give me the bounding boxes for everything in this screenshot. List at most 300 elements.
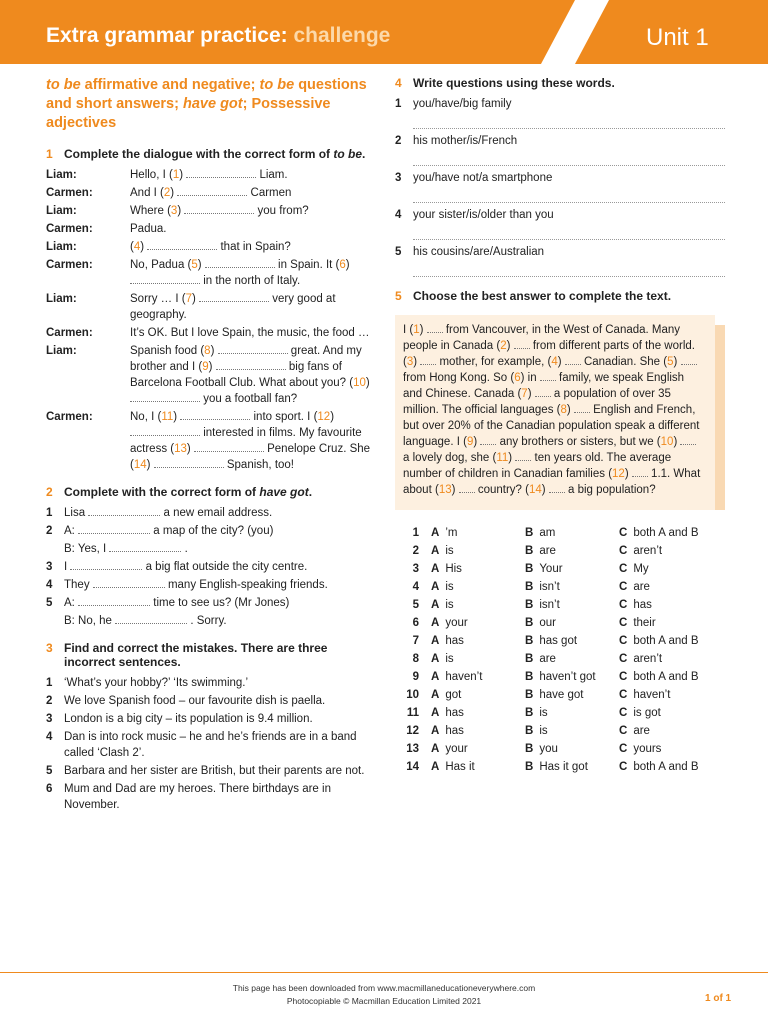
question-item (395, 170, 725, 203)
option-letter: A (431, 707, 440, 719)
dialogue-text (130, 221, 371, 237)
exercise-number: 1 (46, 147, 53, 161)
text-fragment: ) (557, 356, 565, 368)
option-c[interactable] (619, 668, 713, 686)
option-letter: A (431, 527, 440, 539)
dialogue-line (46, 221, 371, 237)
item-number: 5 (46, 597, 53, 609)
option-letter: C (619, 725, 628, 737)
speaker-name: Liam: (46, 241, 77, 253)
option-letter: C (619, 563, 628, 575)
dialogue-text (130, 239, 371, 255)
item-number: 2 (46, 695, 53, 707)
item-number: 4 (46, 731, 53, 743)
option-text: are (633, 725, 650, 737)
item-number: 1 (46, 677, 53, 689)
footer-copyright: Photocopiable © Macmillan Education Limited 2021 (286, 996, 482, 1006)
item-number (46, 613, 64, 629)
question-prompt (395, 96, 725, 112)
speaker-name: Carmen: (46, 187, 93, 199)
text-fragment: Liam. (256, 169, 288, 181)
dialogue-line (46, 325, 371, 341)
exercise-1-title: 1 Complete the dialogue with the correct form of to be. (46, 147, 366, 161)
option-c[interactable] (619, 614, 713, 632)
text-fragment: great. And my brother and I ( (130, 345, 362, 373)
question-item (395, 207, 725, 240)
option-c[interactable] (619, 740, 713, 758)
answer-blank[interactable] (549, 482, 565, 493)
option-text: My (633, 563, 649, 575)
option-b[interactable] (525, 758, 619, 776)
exercise-5-title (395, 289, 725, 303)
heading-part: to be (46, 77, 81, 93)
option-a[interactable] (431, 740, 525, 758)
option-a[interactable] (431, 668, 525, 686)
option-text: is (445, 581, 454, 593)
item-number: 3 (395, 172, 402, 184)
text-fragment: a map of the city? (you) (150, 525, 274, 537)
option-text: isn’t (539, 581, 560, 593)
answer-blank[interactable] (115, 613, 187, 624)
text-fragment: ) (673, 356, 681, 368)
option-b[interactable] (525, 704, 619, 722)
item-text (64, 595, 371, 611)
exercise-1-instruction-italic: to be (333, 147, 363, 161)
title-highlight: challenge (293, 24, 391, 47)
option-c[interactable] (619, 704, 713, 722)
text-fragment: ) (192, 293, 200, 305)
option-b[interactable] (525, 686, 619, 704)
gap-number: 9 (466, 436, 474, 448)
answer-blank[interactable] (180, 409, 250, 420)
item-number: 3 (412, 563, 419, 575)
option-a[interactable] (431, 560, 525, 578)
item-number: 6 (412, 617, 419, 629)
answer-blank[interactable] (186, 167, 256, 178)
option-b[interactable] (525, 578, 619, 596)
option-row (395, 578, 725, 596)
item-text (64, 559, 371, 575)
dialogue-text (130, 203, 371, 219)
passage-shadow (715, 325, 725, 510)
option-text: aren’t (633, 545, 663, 557)
dialogue-line (46, 203, 371, 219)
dialogue-text (130, 167, 371, 183)
option-text: has got (539, 635, 578, 647)
option-letter: C (619, 689, 628, 701)
gap-number: 13 (174, 443, 187, 455)
banner-divider (541, 0, 609, 64)
option-text: are (539, 653, 556, 665)
passage-text (403, 322, 703, 498)
option-text: has (445, 707, 464, 719)
speaker-name: Liam: (46, 293, 77, 305)
text-fragment: They (64, 579, 93, 591)
answer-blank[interactable] (632, 466, 648, 477)
option-c[interactable] (619, 722, 713, 740)
text-fragment: It’s OK. But I love Spain, the music, the food … (130, 327, 370, 339)
heading-part: questions and short answers; (46, 77, 367, 112)
text-fragment: B: No, he (64, 615, 116, 627)
dialogue-line (46, 167, 371, 183)
text-fragment: from Vancouver, in the West of Canada. Many people in Canada ( (403, 324, 681, 352)
answer-blank[interactable] (514, 338, 530, 349)
text-fragment: ) (179, 169, 187, 181)
question-prompt (395, 133, 725, 149)
answer-line[interactable] (413, 114, 725, 129)
option-text: aren’t (633, 653, 663, 665)
exercise-item (46, 523, 371, 539)
answer-blank[interactable] (540, 370, 556, 381)
gap-number: 5 (667, 356, 674, 368)
exercise-item (46, 613, 371, 629)
text-fragment: in Spain. It ( (274, 259, 340, 271)
answer-blank[interactable] (199, 291, 269, 302)
exercise-4-items (395, 96, 725, 277)
option-b[interactable] (525, 668, 619, 686)
option-text: is (539, 707, 548, 719)
dialogue-line (46, 257, 371, 289)
option-letter: C (619, 743, 628, 755)
text-fragment: ) (208, 361, 216, 373)
option-letter: B (525, 581, 534, 593)
text-fragment: time to see us? (Mr Jones) (150, 597, 290, 609)
option-text: are (633, 581, 650, 593)
option-c[interactable] (619, 650, 713, 668)
option-letter: A (431, 581, 440, 593)
option-a[interactable] (431, 632, 525, 650)
gap-number: 1 (413, 324, 420, 336)
option-letter: A (431, 743, 440, 755)
option-c[interactable] (619, 542, 713, 560)
speaker-name: Liam: (46, 345, 77, 357)
answer-line[interactable] (413, 225, 725, 240)
item-text: his cousins/are/Australian (413, 246, 545, 258)
answer-blank[interactable] (216, 359, 286, 370)
answer-line[interactable] (413, 262, 725, 277)
item-number: 10 (406, 689, 419, 701)
text-fragment: a big population? (564, 484, 656, 496)
option-text: haven’t (633, 689, 671, 701)
option-a[interactable] (431, 524, 525, 542)
speaker-name: Liam: (46, 205, 77, 217)
option-a[interactable] (431, 614, 525, 632)
item-number: 6 (46, 783, 53, 795)
answer-blank[interactable] (427, 322, 443, 333)
option-b[interactable] (525, 632, 619, 650)
option-text: you (539, 743, 558, 755)
item-number: 4 (395, 209, 402, 221)
answer-blank[interactable] (70, 559, 142, 570)
item-number: 3 (46, 713, 53, 725)
option-letter: A (431, 617, 440, 629)
reading-passage (395, 315, 715, 510)
heading-part: affirmative and negative; (80, 77, 260, 93)
answer-blank[interactable] (78, 595, 150, 606)
option-b[interactable] (525, 524, 619, 542)
option-text: haven’t (445, 671, 483, 683)
text-fragment: from different parts of the world. ( (403, 340, 695, 368)
gap-number: 12 (317, 411, 331, 423)
option-b[interactable] (525, 740, 619, 758)
item-text: you/have not/a smartphone (413, 172, 553, 184)
option-b[interactable] (525, 542, 619, 560)
text-fragment: ) (173, 411, 181, 423)
text-fragment: any brothers or sisters, but we ( (496, 436, 661, 448)
gap-number: 3 (406, 356, 414, 368)
text-fragment: ) (473, 436, 481, 448)
item-text: Barbara and her sister are British, but their parents are not. (64, 765, 365, 777)
option-text: ’m (445, 527, 458, 539)
text-fragment: I (64, 561, 71, 573)
text-fragment: ) (673, 436, 681, 448)
text-fragment: in the north of Italy. (200, 275, 301, 287)
option-row (395, 542, 725, 560)
answer-blank[interactable] (515, 450, 531, 461)
dialogue-text (130, 343, 371, 407)
option-text: is (445, 545, 454, 557)
exercise-item (46, 595, 371, 611)
dialogue-line (46, 409, 371, 473)
speaker-name: Carmen: (46, 411, 93, 423)
text-fragment: ) (541, 484, 549, 496)
answer-blank[interactable] (459, 482, 475, 493)
option-a[interactable] (431, 704, 525, 722)
question-prompt (395, 207, 725, 223)
answer-blank[interactable] (78, 523, 150, 534)
text-fragment: a population of over 35 million. The official languages ( (403, 388, 671, 416)
exercise-2-title: 2 Complete with the correct form of have got. (46, 485, 313, 499)
answer-blank[interactable] (680, 434, 696, 445)
option-c[interactable] (619, 758, 713, 776)
answer-blank[interactable] (88, 505, 160, 516)
option-letter: B (525, 563, 534, 575)
gap-number: 7 (521, 388, 528, 400)
option-letter: A (431, 671, 440, 683)
option-c[interactable] (619, 524, 713, 542)
gap-number: 2 (163, 187, 171, 199)
option-a[interactable] (431, 686, 525, 704)
answer-blank[interactable] (177, 185, 247, 196)
option-b[interactable] (525, 596, 619, 614)
text-fragment: ) (146, 459, 154, 471)
text-fragment: many English-speaking friends. (164, 579, 328, 591)
option-a[interactable] (431, 542, 525, 560)
text-fragment: ) (140, 241, 148, 253)
option-letter: C (619, 545, 628, 557)
text-fragment: ) (345, 259, 350, 271)
option-a[interactable] (431, 650, 525, 668)
answer-blank[interactable] (574, 402, 590, 413)
text-fragment: from Hong Kong. So ( (403, 372, 515, 384)
answer-blank[interactable] (420, 354, 436, 365)
text-fragment: a new email address. (160, 507, 273, 519)
answer-blank[interactable] (194, 441, 264, 452)
speaker-name: Carmen: (46, 223, 93, 235)
item-text: Dan is into rock music – he and he’s friends are in a band called ‘Clash 2’. (64, 731, 357, 759)
exercise-item (46, 693, 371, 709)
answer-blank[interactable] (93, 577, 165, 588)
text-fragment: Hello, I ( (130, 169, 173, 181)
exercise-2-items (46, 505, 371, 629)
text-fragment: ) (451, 484, 459, 496)
option-text: is got (633, 707, 661, 719)
item-text (64, 505, 371, 521)
section-heading (46, 76, 371, 133)
option-text: has (445, 725, 464, 737)
item-text: We love Spanish food – our favourite dish is paella. (64, 695, 326, 707)
gap-number: 14 (528, 484, 542, 496)
heading-part: ; Possessive adjectives (46, 96, 331, 131)
gap-number: 13 (438, 484, 452, 496)
question-item (395, 96, 725, 129)
option-c[interactable] (619, 578, 713, 596)
exercise-3-title (46, 641, 371, 669)
text-fragment: a lovely dog, she ( (403, 452, 497, 464)
exercise-number: 4 (395, 76, 402, 90)
speaker-name: Carmen: (46, 259, 93, 271)
option-a[interactable] (431, 722, 525, 740)
answer-blank[interactable] (130, 425, 200, 436)
option-row (395, 560, 725, 578)
option-letter: C (619, 599, 628, 611)
option-letter: B (525, 689, 534, 701)
option-c[interactable] (619, 560, 713, 578)
text-fragment: No, Padua ( (130, 259, 192, 271)
exercise-number: 5 (395, 289, 402, 303)
text-fragment: ) (419, 324, 427, 336)
option-letter: B (525, 545, 534, 557)
option-b[interactable] (525, 560, 619, 578)
exercise-3-items (46, 675, 371, 813)
option-a[interactable] (431, 758, 525, 776)
dialogue-text (130, 257, 371, 289)
option-b[interactable] (525, 722, 619, 740)
option-letter: A (431, 563, 440, 575)
item-text (64, 577, 371, 593)
item-number: 7 (412, 635, 419, 647)
option-b[interactable] (525, 650, 619, 668)
option-a[interactable] (431, 596, 525, 614)
item-number: 14 (406, 761, 419, 773)
option-row (395, 686, 725, 704)
text-fragment: Sorry … I ( (130, 293, 186, 305)
option-row (395, 758, 725, 776)
answer-line[interactable] (413, 188, 725, 203)
text-fragment: Spanish food ( (130, 345, 205, 357)
option-letter: A (431, 761, 440, 773)
option-c[interactable] (619, 596, 713, 614)
option-text: their (633, 617, 656, 629)
answer-blank[interactable] (184, 203, 254, 214)
answer-blank[interactable] (480, 434, 496, 445)
text-fragment: And I ( (130, 187, 164, 199)
text-fragment: Canadian. She ( (580, 356, 668, 368)
answer-blank[interactable] (681, 354, 697, 365)
dialogue-line (46, 239, 371, 255)
answer-blank[interactable] (535, 386, 551, 397)
option-letter: C (619, 653, 628, 665)
gap-number: 5 (191, 259, 198, 271)
dialogue-line (46, 291, 371, 323)
answer-blank[interactable] (565, 354, 581, 365)
speaker-name: Carmen: (46, 327, 93, 339)
dialogue-text (130, 409, 371, 473)
option-text: our (539, 617, 556, 629)
option-row (395, 668, 725, 686)
gap-number: 9 (202, 361, 209, 373)
text-fragment: you from? (254, 205, 309, 217)
item-text: London is a big city – its population is 9.4 million. (64, 713, 313, 725)
item-number: 12 (406, 725, 419, 737)
title-text: Extra grammar practice: (46, 24, 288, 47)
gap-number: 4 (133, 241, 141, 253)
text-fragment: Carmen (247, 187, 292, 199)
item-text (64, 523, 371, 539)
item-number: 13 (406, 743, 419, 755)
answer-blank[interactable] (218, 343, 288, 354)
text-fragment: . Sorry. (187, 615, 227, 627)
exercise-number: 3 (46, 641, 53, 655)
item-number: 2 (395, 135, 402, 147)
option-letter: C (619, 617, 628, 629)
option-a[interactable] (431, 578, 525, 596)
text-fragment: mother, for example, ( (436, 356, 552, 368)
gap-number: 11 (496, 452, 509, 464)
answer-blank[interactable] (130, 273, 200, 284)
answer-line[interactable] (413, 151, 725, 166)
answer-blank[interactable] (130, 391, 200, 402)
option-letter: A (431, 545, 440, 557)
option-text: your (445, 617, 468, 629)
option-letter: B (525, 743, 534, 755)
text-fragment: ) (330, 411, 335, 423)
option-letter: A (431, 653, 440, 665)
exercise-2-instruction: Complete with the correct form of (64, 485, 260, 499)
option-c[interactable] (619, 686, 713, 704)
text-fragment: ) (186, 443, 194, 455)
gap-number: 8 (560, 404, 567, 416)
answer-blank[interactable] (154, 457, 224, 468)
item-number: 9 (412, 671, 419, 683)
gap-number: 14 (133, 459, 147, 471)
answer-blank[interactable] (147, 239, 217, 250)
text-fragment: B: Yes, I (64, 543, 110, 555)
item-number: 4 (412, 581, 419, 593)
page-title (46, 24, 390, 48)
text-fragment: ) (413, 356, 421, 368)
option-b[interactable] (525, 614, 619, 632)
item-number: 4 (46, 579, 53, 591)
answer-blank[interactable] (109, 541, 181, 552)
text-fragment: big fans of Barcelona Football Club. What about you? ( (130, 361, 354, 389)
exercise-item (46, 675, 371, 691)
answer-blank[interactable] (205, 257, 275, 268)
text-fragment: . (181, 543, 188, 555)
text-fragment: family, we speak English and Chinese. Canada ( (403, 372, 685, 400)
gap-number: 6 (514, 372, 521, 384)
option-text: Your (539, 563, 563, 575)
option-letter: A (431, 725, 440, 737)
item-text: you/have/big family (413, 98, 512, 110)
option-letter: B (525, 725, 534, 737)
item-number (46, 541, 64, 557)
item-text (64, 541, 371, 557)
text-fragment: ) (197, 259, 205, 271)
option-c[interactable] (619, 632, 713, 650)
left-column (46, 76, 371, 815)
answer-options-table (395, 524, 725, 776)
